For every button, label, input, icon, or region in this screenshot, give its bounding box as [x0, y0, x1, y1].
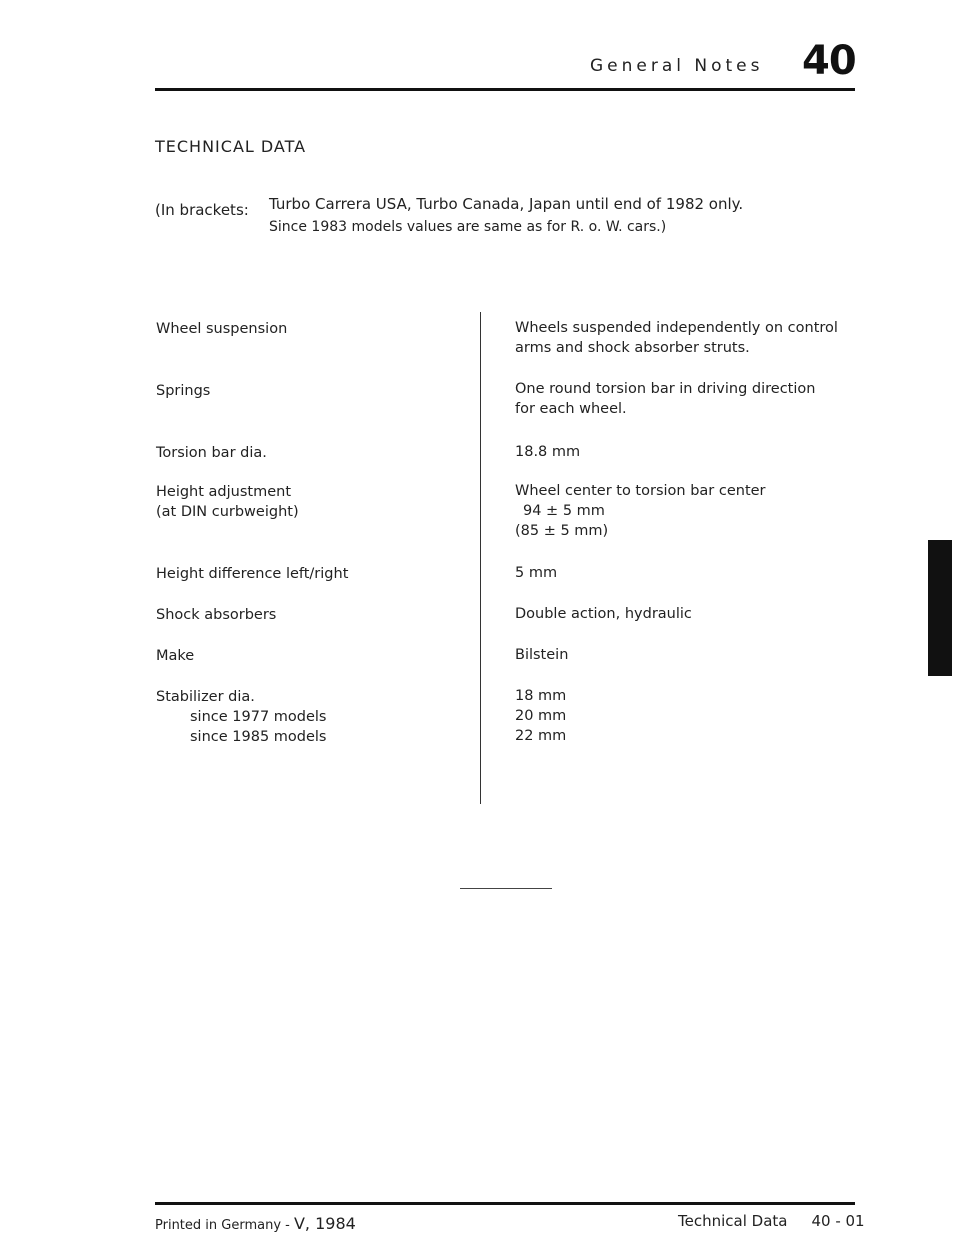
value-shock-absorbers: Double action, hydraulic: [515, 606, 692, 622]
value-line: (85 ± 5 mm): [515, 523, 609, 539]
label-line: since 1985 models: [190, 729, 327, 745]
label-line: since 1977 models: [190, 709, 327, 725]
section-edge-tab: [928, 540, 952, 676]
footer-page-number: 40 - 01: [811, 1212, 865, 1230]
header-title: General Notes: [590, 56, 764, 76]
note-line-2: Since 1983 models values are same as for R. o. W. cars.): [269, 219, 667, 235]
label-wheel-suspension: Wheel suspension: [156, 321, 288, 337]
section-title: TECHNICAL DATA: [155, 137, 307, 156]
value-height-adjustment: [515, 481, 766, 541]
label-make: Make: [156, 648, 195, 664]
note-line-1: Turbo Carrera USA, Turbo Canada, Japan until end of 1982 only.: [269, 195, 744, 213]
value-line: for each wheel.: [515, 401, 627, 417]
section-number: 40: [802, 38, 856, 84]
label-torsion-bar: Torsion bar dia.: [156, 445, 267, 461]
value-line: Wheels suspended independently on control: [515, 320, 838, 336]
value-line: 18 mm: [515, 688, 567, 704]
footer-page-label: Technical Data: [678, 1212, 788, 1230]
label-stabilizer: [156, 687, 327, 747]
value-line: 94 ± 5 mm: [523, 503, 605, 519]
value-stabilizer: [515, 686, 566, 746]
value-torsion-bar: 18.8 mm: [515, 444, 581, 460]
column-divider: [480, 312, 481, 804]
label-shock-absorbers: Shock absorbers: [156, 607, 277, 623]
footer-version: V, 1984: [293, 1214, 356, 1233]
value-wheel-suspension: [515, 318, 838, 358]
header-rule: [155, 88, 855, 91]
note-text: [269, 193, 743, 239]
value-line: arms and shock absorber struts.: [515, 340, 750, 356]
value-line: 22 mm: [515, 728, 567, 744]
label-height-adjustment: [156, 482, 299, 522]
footer-printed-text: Printed in Germany -: [155, 1218, 290, 1233]
value-springs: [515, 379, 815, 419]
note-label: (In brackets:: [155, 201, 249, 219]
end-rule: [460, 888, 552, 889]
footer-printed: [155, 1214, 356, 1233]
value-height-difference: 5 mm: [515, 565, 558, 581]
label-line: Height adjustment: [156, 484, 292, 500]
value-line: Wheel center to torsion bar center: [515, 483, 766, 499]
label-height-difference: Height difference left/right: [156, 566, 349, 582]
label-line: (at DIN curbweight): [156, 504, 299, 520]
label-line: Stabilizer dia.: [156, 689, 255, 705]
footer-page: [678, 1212, 865, 1230]
label-springs: Springs: [156, 383, 211, 399]
value-line: 20 mm: [515, 708, 567, 724]
value-make: Bilstein: [515, 647, 569, 663]
footer-rule: [155, 1202, 855, 1205]
value-line: One round torsion bar in driving direction: [515, 381, 816, 397]
